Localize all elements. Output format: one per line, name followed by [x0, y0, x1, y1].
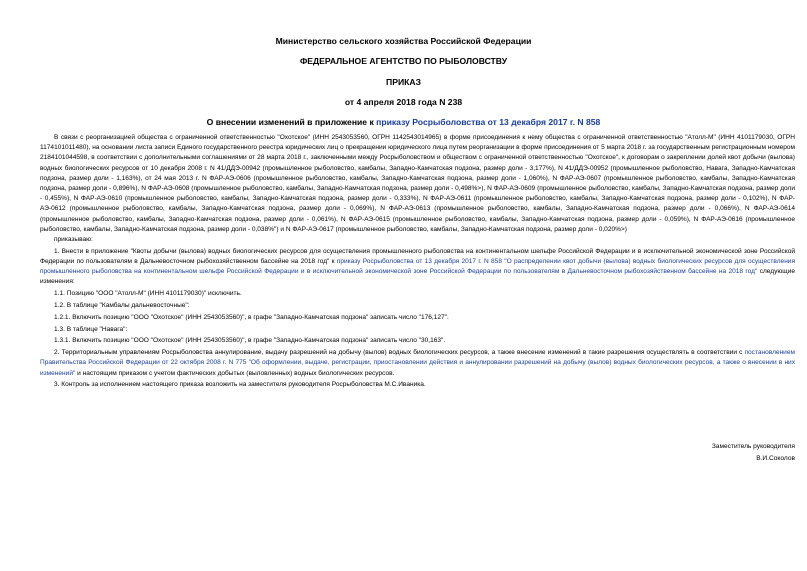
- ministry-heading: Министерство сельского хозяйства Российской Федерации: [275, 36, 532, 46]
- paragraph-2: [40, 348, 795, 379]
- paragraph-1-3-1: 1.3.1. Включить позицию "ООО "Охотское" (ИНН 2543053560)", в графе "Западно-Камчатская подзона" записать число "30,163".: [54, 337, 446, 345]
- title-order-link[interactable]: приказу Росрыболовства от 13 декабря 2017 г. N 858: [376, 117, 601, 127]
- paragraph-1-1: 1.1. Позицию "ООО "Атолл-М" (ИНН 4101179030)" исключить.: [54, 290, 242, 298]
- paragraph-2-end: и настоящим приказом с учетом фактических добытых (выловленных) водных биологических ресурсов.: [75, 369, 395, 377]
- paragraph-1-end: следующие изменения:: [40, 268, 795, 286]
- date-number-heading: от 4 апреля 2018 года N 238: [344, 97, 463, 107]
- document-type-heading: ПРИКАЗ: [386, 77, 421, 87]
- signatory-name: В.И.Соколов: [756, 455, 795, 462]
- paragraph-1-start: 1. Внести в приложение "Квоты добычи (вылова) водных биологических ресурсов для осуществления промышленного рыболовства на континентальном шельфе Российской Федерации и в исключительной экономической зоне Российской Федерации по пользователям в Дальневосточном рыбохозяйственном бассейне на 2018 год" к: [40, 247, 795, 266]
- paragraph-1: [40, 247, 795, 288]
- preamble-paragraph: В связи с реорганизацией общества с ограниченной ответственностью "Охотское" (ИНН 2543053560, ОГРН 1142543014965) в форме присоединения к нему общества с ограниченной ответственностью "Атолл-М" (ИНН 4101179030, ОГРН 1174101011480), на основании листа записи Единого государственного реестра юридических лиц о прекращении юридического лица путем реорганизации в форме присоединения от 5 марта 2018 г. за государственным регистрационным номером 2184101044598, в соответствии с дополнительными соглашениями от 28 марта 2018 г., заключенными между Росрыболовством и обществом с ограниченной ответственностью "Охотское", к договорам о закреплении долей квот добычи (вылова) водных биологических ресурсов от 10 декабря 2008 г. N 41/ДДЭ-00942 (промышленное рыболовство, камбалы, Западно-Камчатская подзона, размер доли - 3,177%), N 41/ДДЭ-00952 (промышленное рыболовство, Навага, Западно-Камчатская подзона, размер доли - 1,163%), от 24 мая 2013 г. N ФАР-АЭ-0606 (промышленное рыболовство, камбалы, Западно-Камчатская подзона, размер доли - 1,060%), N ФАР-АЭ-0607 (промышленное рыболовство, камбалы, Западно-Камчатская подзона, размер доли - 0,896%), N ФАР-АЭ-0608 (промышленное рыболовство, камбалы, Западно-Камчатская подзона, размер доли - 0,498%>), N ФАР-АЭ-0609 (промышленное рыболовство, камбалы, Западно-Камчатская подзона, размер доли - 0,455%), N ФАР-АЭ-0610 (промышленное рыболовство, камбалы, Западно-Камчатская подзона, размер доли - 0,333%), N ФАР-АЭ-0611 (промышленное рыболовство, камбалы, Западно-Камчатская подзона, размер доли - 0,102%), N ФАР-АЭ-0612 (промышленное рыболовство, камбалы, Западно-Камчатская подзона, размер доли - 0,069%), N ФАР-АЭ-0613 (промышленное рыболовство, камбалы, Западно-Камчатская подзона, размер доли - 0,066%), N ФАР-АЭ-0614 (промышленное рыболовство, камбалы, Западно-Камчатская подзона, размер доли - 0,061%), N ФАР-АЭ-0615 (промышленное рыболовство, камбалы, Западно-Камчатская подзона, размер доли - 0,059%), N ФАР-АЭ-0616 (промышленное рыболовство, камбалы, Западно-Камчатская подзона, размер доли - 0,038%") и N ФАР-АЭ-0617 (промышленное рыболовство, камбалы, Западно-Камчатская подзона, размер доли - 0,020%>): [40, 134, 795, 233]
- signatory-position: Заместитель руководителя: [711, 443, 795, 450]
- order-858-link[interactable]: приказу Росрыболовства от 13 декабря 2017 г. N 858 "О распределении квот добычи (вылова) водных биологических ресурсов для осуществления промышленного рыболовства на континентальном шельфе Российской Федерации и в исключительной экономической зоне Российской Федерации по пользователям в Дальневосточном рыбохозяйственном бассейне на 2018 год": [40, 258, 796, 276]
- document-title: [0, 117, 807, 128]
- paragraph-3: 3. Контроль за исполнением настоящего приказа возложить на заместителя руководителя Росрыболовства М.С.Иваника.: [54, 381, 426, 389]
- title-prefix: О внесении изменений в приложение к: [206, 117, 377, 127]
- order-word: приказываю:: [54, 236, 93, 244]
- paragraph-1-3: 1.3. В таблице "Навага":: [54, 325, 128, 333]
- paragraph-2-start: 2. Территориальным управлениям Росрыболовства аннулирование, выдачу разрешений на добычу (вылов) водных биологических ресурсов, а также внесение изменений в такие разрешения осуществлять в соответствии с: [54, 349, 745, 357]
- government-decree-link[interactable]: постановлением Правительства Российской Федерации от 22 октября 2008 г. N 775 "Об оформлении, выдаче, регистрации, приостановлении действия и аннулировании разрешений на добычу (вылов) водных биологических ресурсов, а также о внесении в них изменений": [40, 349, 795, 377]
- agency-heading: ФЕДЕРАЛЬНОЕ АГЕНТСТВО ПО РЫБОЛОВСТВУ: [299, 56, 508, 66]
- document-body: [40, 133, 795, 391]
- paragraph-1-2: 1.2. В таблице "Камбалы дальневосточные":: [54, 302, 190, 310]
- paragraph-1-2-1: 1.2.1. Включить позицию "ООО "Охотское" (ИНН 2543053560)", в графе "Западно-Камчатская подзона" записать число "176,127".: [54, 313, 449, 321]
